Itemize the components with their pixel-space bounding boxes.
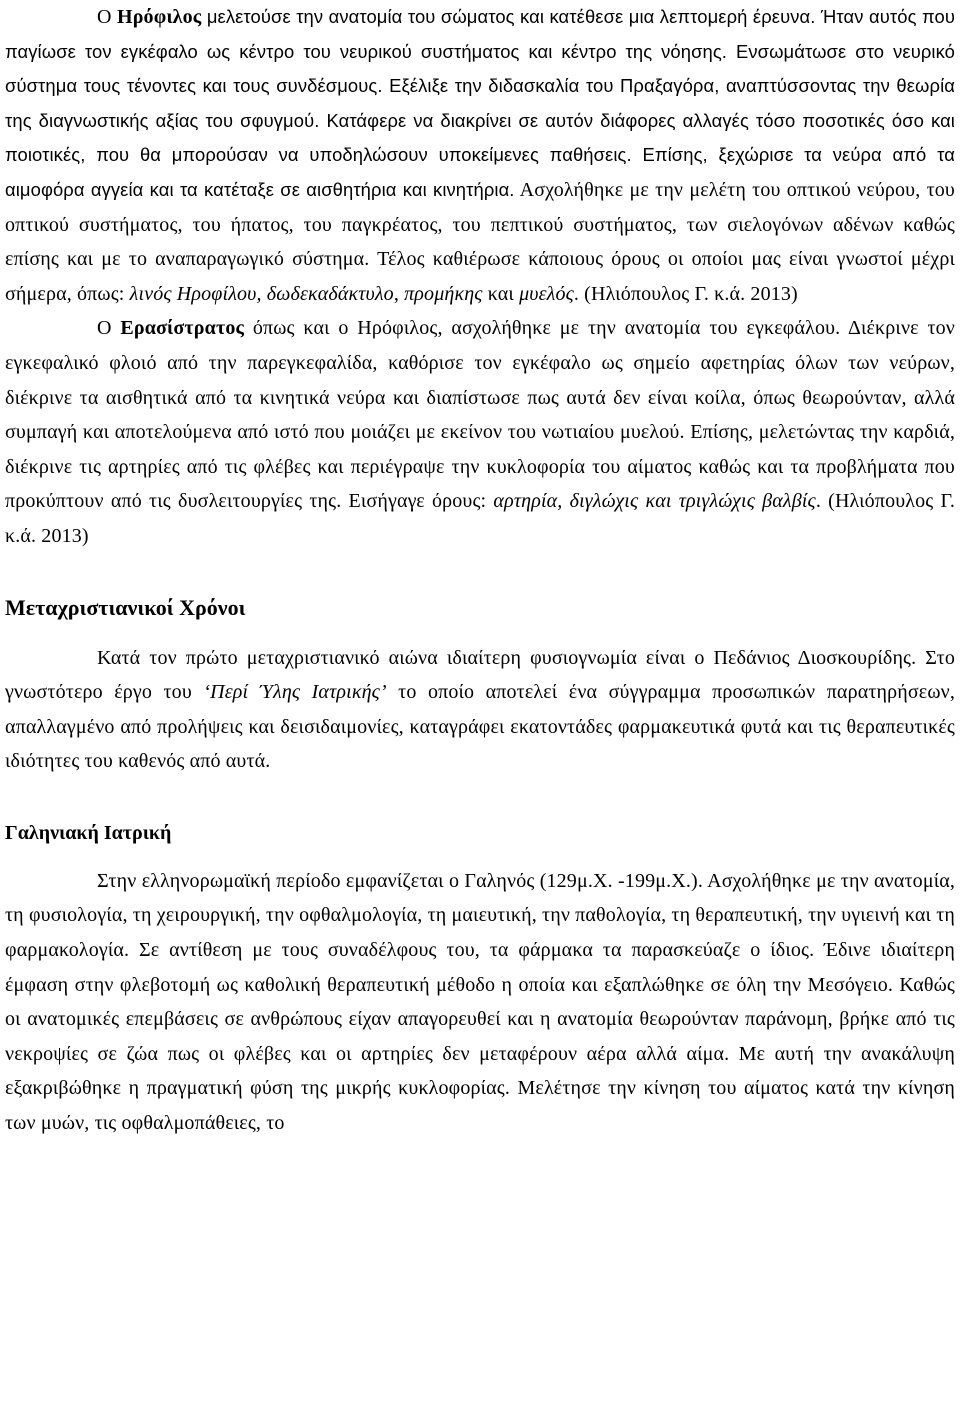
text-run: Ο xyxy=(97,6,117,28)
text-run: όπως και ο Ηρόφιλος, ασχολήθηκε με την ανατομία του εγκεφάλου. Διέκρινε τον εγκεφαλικό φλοιό από την παρεγκεφαλίδα, καθόρισε τον εγκέφαλο ως σημείο αφετηρίας όλων των νεύρων, διέκρινε τα αισθητικά από τα κινητικά νεύρα και διαπίστωσε πως αυτά δεν είναι κοίλα, όπως θεωρούνταν, αλλά συμπαγή και αποτελούμενα από ιστό που μοιάζει με εκείνον του νωτιαίου μυελού. Επίσης, μελετώντας την καρδιά, διέκρινε τις αρτηρίες από τις φλέβες και περιέγραψε την κυκλοφορία του αίματος καθώς και τα προβλήματα που προκύπτουν από τις δυσλειτουργίες της. Εισήγαγε όρους: xyxy=(5,317,955,513)
paragraph-erasistratus xyxy=(5,311,955,553)
text-run: Κατά τον πρώτο μεταχριστιανικό αιώνα ιδιαίτερη φυσιογνωμία είναι ο Πεδάνιος Διοσκουρίδης. Στο γνωστότερο έργο του xyxy=(5,646,955,704)
spacer xyxy=(5,850,955,864)
term-italic: λινός Ηροφίλου, δωδεκαδάκτυλο xyxy=(129,282,394,305)
work-title: ‘Περί Ύλης Ιατρικής’ xyxy=(203,681,387,704)
term-italic: αρτηρία, διγλώχις και τριγλώχις βαλβίς xyxy=(493,490,816,513)
text-run: Ο xyxy=(97,317,121,340)
text-run: , xyxy=(393,282,405,305)
section-heading-galenic-medicine: Γαληνιακή Ιατρική xyxy=(5,821,172,844)
spacer xyxy=(5,625,955,641)
term-italic: προμήκης xyxy=(404,282,483,305)
document-page xyxy=(5,0,955,1141)
paragraph-galen: Στην ελληνορωμαϊκή περίοδο εμφανίζεται ο Γαληνός (129μ.Χ. -199μ.Χ.). Ασχολήθηκε με την ανατομία, τη φυσιολογία, τη χειρουργική, την οφθαλμολογία, τη μαιευτική, την παθολογία, τη θεραπευτική, την υγιεινή και τη φαρμακολογία. Σε αντίθεση με τους συναδέλφους του, τα φάρμακα τα παρασκεύαζε ο ίδιος. Έδινε ιδιαίτερη έμφαση στην φλεβοτομή ως καθολική θεραπευτική μέθοδο η οποία και εξαπλώθηκε σε όλη την Μεσόγειο. Καθώς οι ανατομικές επεμβάσεις σε ανθρώπους είχαν απαγορευθεί και η ανατομία θεωρούνταν παράνομη, βρήκε από τις νεκροψίες σε ζώα πως οι φλέβες και οι αρτηρίες δεν μεταφέρουν αέρα αλλά αίμα. Με αυτή την ανακάλυψη εξακριβώθηκε η πραγματική φύση της μικρής κυκλοφορίας. Μελέτησε την κίνηση του αίματος κατά την κίνηση των μυών, τις οφθαλμοπάθειες, το xyxy=(5,869,955,1135)
section-heading-post-christian: Μεταχριστιανικοί Χρόνοι xyxy=(5,594,246,620)
paragraph-herophilus xyxy=(5,0,955,311)
name-herophilus: Ηρόφιλος xyxy=(116,6,202,28)
text-run: . (Ηλιόπουλος Γ. κ.ά. 2013) xyxy=(573,282,798,305)
text-run: μελετούσε την ανατομία του σώματος και κατέθεσε μια λεπτομερή έρευνα. Ήταν αυτός που παγίωσε τον εγκέφαλο ως κέντρο του νευρικού συστήματος και κέντρο της νόησης. Ενσωμάτωσε στο νευρικό σύστημα τους τένοντες και τους συνδέσμους. Εξέλιξε την διδασκαλία του Πραξαγόρα, αναπτύσσοντας την θεωρία της διαγνωστικής αξίας του σφυγμού. Κατάφερε να διακρίνει σε αυτόν διάφορες αλλαγές τόσο ποσοτικές όσο και ποιοτικές, που θα μπορούσαν να υποδηλώσουν υποκείμενες παθήσεις. Επίσης, ξεχώρισε τα νεύρα από τα αιμοφόρα αγγεία και τα κατέταξε σε αισθητήρια και κινητήρια. xyxy=(5,6,955,200)
name-erasistratus: Ερασίστρατος xyxy=(120,317,245,340)
paragraph-dioscorides xyxy=(5,641,955,779)
term-italic: μυελός xyxy=(519,282,574,305)
text-run: και xyxy=(482,282,520,305)
spacer xyxy=(5,554,955,591)
text-run: . (Ηλιόπουλος Γ. κ.ά. 2013) xyxy=(5,490,955,547)
spacer xyxy=(5,779,955,816)
text-run: Ασχολήθηκε με την μελέτη του οπτικού νεύρου, του οπτικού συστήματος, του ήπατος, του παγκρέατος, του πεπτικού συστήματος, των σιελογόνων αδένων καθώς επίσης και με το αναπαραγωγικό σύστημα. Τέλος καθιέρωσε κάποιους όρους οι οποίοι μας είναι γνωστοί μέχρι σήμερα, όπως: xyxy=(5,178,955,305)
text-run: το οποίο αποτελεί ένα σύγγραμμα προσωπικών παρατηρήσεων, απαλλαγμένο από προλήψεις και δεισιδαιμονίες, καταγράφει εκατοντάδες φαρμακευτικά φυτά και τις θεραπευτικές ιδιότητες του καθενός από αυτά. xyxy=(5,681,955,773)
